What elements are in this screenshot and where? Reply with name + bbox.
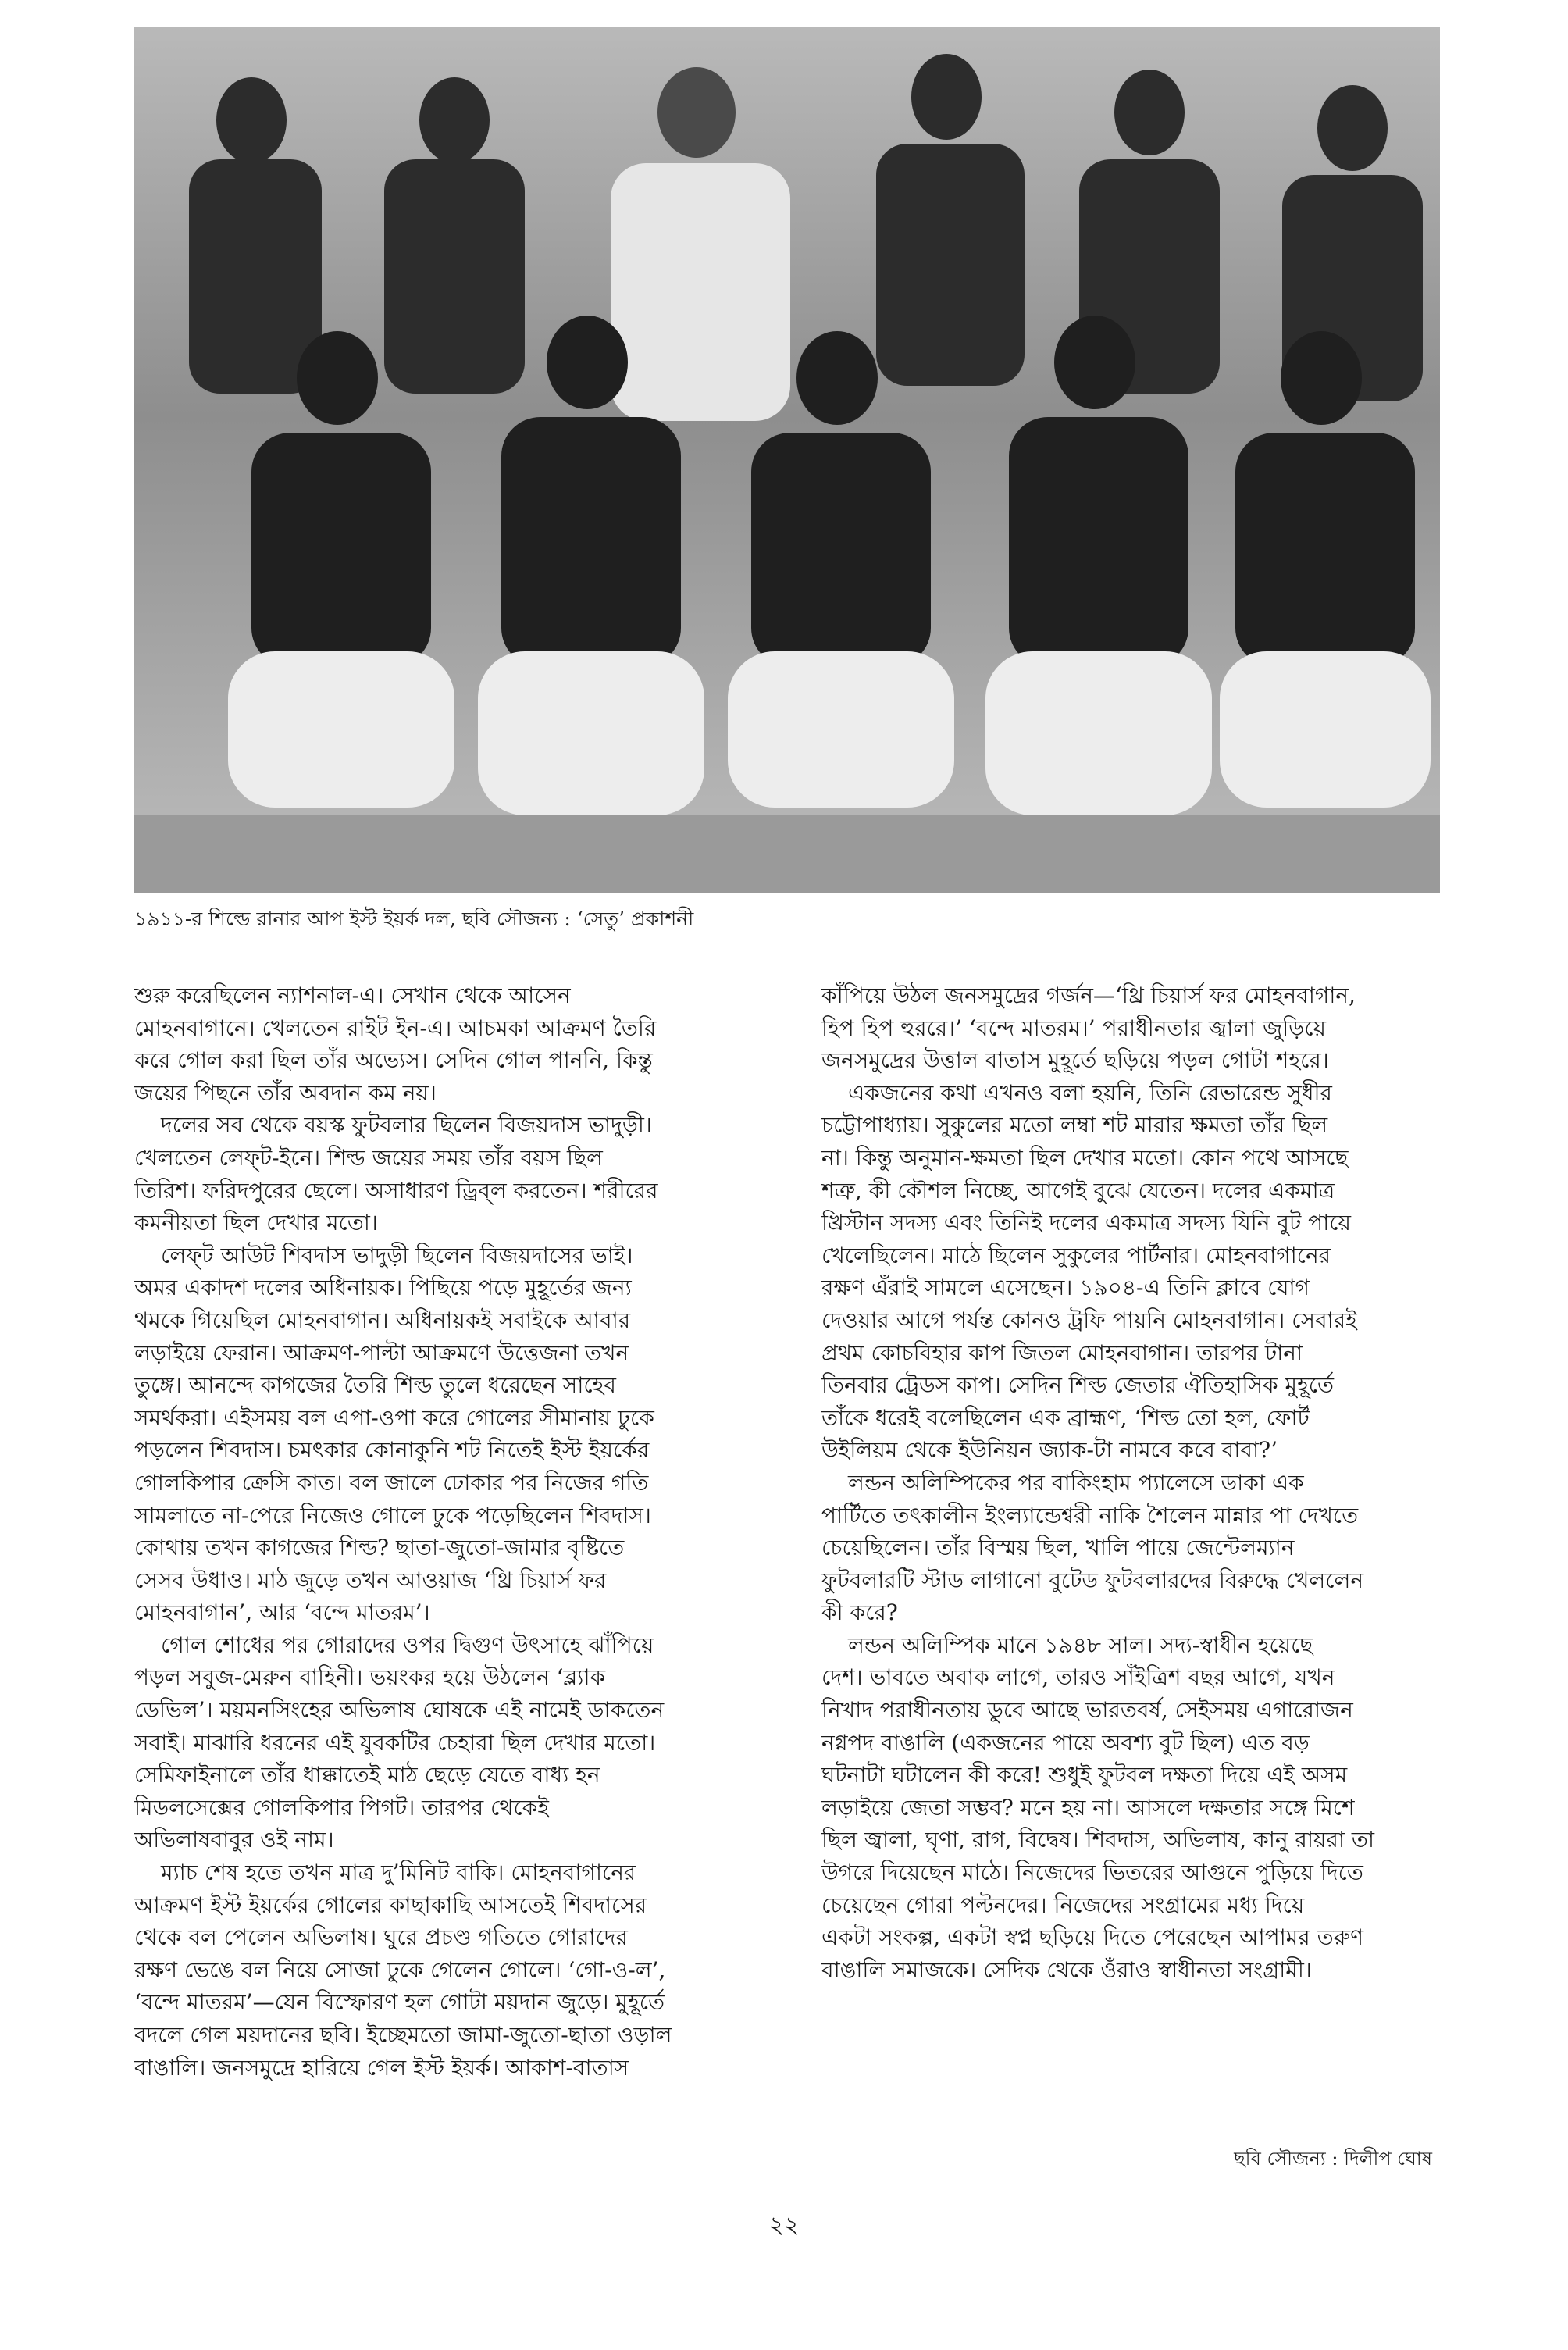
- text-line: গোল শোধের পর গোরাদের ওপর দ্বিগুণ উৎসাহে ঝাঁপিয়ে: [161, 1631, 654, 1658]
- text-line: উইলিয়ম থেকে ইউনিয়ন জ্যাক-টা নামবে কবে বাবা?’: [821, 1437, 1278, 1464]
- photo-credit: ছবি সৌজন্য : দিলীপ ঘোষ: [1234, 2148, 1432, 2170]
- text-line: কী করে?: [821, 1599, 898, 1626]
- text-line: সামলাতে না-পেরে নিজেও গোলে ঢুকে পড়েছিলেন শিবদাস।: [134, 1502, 651, 1528]
- text-line: হিপ হিপ হুররে।’ ‘বন্দে মাতরম।’ পরাধীনতার জ্বালা জুড়িয়ে: [821, 1015, 1326, 1041]
- text-line: লন্ডন অলিম্পিক মানে ১৯৪৮ সাল। সদ্য-স্বাধীন হয়েছে: [848, 1631, 1313, 1658]
- text-line: তুঙ্গে। আনন্দে কাগজের তৈরি শিল্ড তুলে ধরেছেন সাহেব: [134, 1372, 616, 1399]
- text-line: ফুটবলারটি স্টাড লাগানো বুটেড ফুটবলারদের বিরুদ্ধে খেললেন: [821, 1567, 1364, 1593]
- text-line: তাঁকে ধরেই বলেছিলেন এক ব্রাহ্মণ, ‘শিল্ড তো হল, ফোর্ট: [821, 1404, 1310, 1431]
- text-line: পার্টিতে তৎকালীন ইংল্যান্ডেশ্বরী নাকি শৈলেন মান্নার পা দেখতে: [821, 1502, 1359, 1528]
- text-line: ডেভিল’। ময়মনসিংহের অভিলাষ ঘোষকে এই নামেই ডাকতেন: [134, 1697, 665, 1724]
- text-line: উগরে দিয়েছেন মাঠে। নিজেদের ভিতরের আগুনে পুড়িয়ে দিতে: [821, 1860, 1363, 1886]
- text-line: মিডলসেক্সের গোলকিপার পিগট। তারপর থেকেই: [134, 1794, 549, 1820]
- text-line: ‘বন্দে মাতরম’—যেন বিস্ফোরণ হল গোটা ময়দান জুড়ে। মুহূর্তে: [134, 1989, 665, 2016]
- text-line: কমনীয়তা ছিল দেখার মতো।: [134, 1210, 378, 1236]
- text-line: কোথায় তখন কাগজের শিল্ড? ছাতা-জুতো-জামার বৃষ্টিতে: [134, 1535, 625, 1561]
- text-line: তিরিশ। ফরিদপুরের ছেলে। অসাধারণ ড্রিব্‌ল করতেন। শরীরের: [134, 1177, 658, 1204]
- text-line: লড়াইয়ে জেতা সম্ভব? মনে হয় না। আসলে দক্ষতার সঙ্গে মিশে: [821, 1794, 1355, 1820]
- text-line: সেমিফাইনালে তাঁর ধাক্কাতেই মাঠ ছেড়ে যেতে বাধ্য হন: [134, 1762, 600, 1788]
- text-line: প্রথম কোচবিহার কাপ জিতল মোহনবাগান। তারপর টানা: [821, 1339, 1303, 1366]
- text-line: মোহনবাগান’, আর ‘বন্দে মাতরম’।: [134, 1599, 430, 1626]
- left-column: [134, 979, 751, 2084]
- team-photo-icon: [134, 27, 1440, 893]
- text-line: জনসমুদ্রের উত্তাল বাতাস মুহূর্তে ছড়িয়ে পড়ল গোটা শহরে।: [821, 1047, 1329, 1074]
- text-line: পড়লেন শিবদাস। চমৎকার কোনাকুনি শট নিতেই ইস্ট ইয়র্কের: [134, 1437, 650, 1464]
- text-line: অমর একাদশ দলের অধিনায়ক। পিছিয়ে পড়ে মুহূর্তের জন্য: [134, 1275, 632, 1301]
- page-number: ২২: [768, 2212, 800, 2239]
- text-line: রক্ষণ এঁরাই সামলে এসেছেন। ১৯০৪-এ তিনি ক্লাবে যোগ: [821, 1275, 1310, 1301]
- text-line: সবাই। মাঝারি ধরনের এই যুবকটির চেহারা ছিল দেখার মতো।: [134, 1729, 656, 1756]
- text-line: লন্ডন অলিম্পিকের পর বাকিংহাম প্যালেসে ডাকা এক: [848, 1469, 1304, 1496]
- photo-caption: ১৯১১-র শিল্ডে রানার আপ ইস্ট ইয়র্ক দল, ছবি সৌজন্য : ‘সেতু’ প্রকাশনী: [134, 908, 694, 930]
- text-line: সমর্থকরা। এইসময় বল এপা-ওপা করে গোলের সীমানায় ঢুকে: [134, 1404, 654, 1431]
- text-line: কাঁপিয়ে উঠল জনসমুদ্রের গর্জন—‘থ্রি চিয়ার্স ফর মোহনবাগান,: [821, 982, 1356, 1008]
- team-photo: [134, 27, 1440, 893]
- text-line: নিখাদ পরাধীনতায় ডুবে আছে ভারতবর্ষ, সেইসময় এগারোজন: [821, 1697, 1353, 1724]
- text-line: শত্রু, কী কৌশল নিচ্ছে, আগেই বুঝে যেতেন। দলের একমাত্র: [821, 1177, 1335, 1204]
- text-line: রক্ষণ ভেঙে বল নিয়ে সোজা ঢুকে গেলেন গোলে। ‘গো-ও-ল’,: [134, 1956, 666, 1983]
- text-line: বাঙালি সমাজকে। সেদিক থেকে ওঁরাও স্বাধীনতা সংগ্রামী।: [821, 1956, 1312, 1983]
- text-line: থমকে গিয়েছিল মোহনবাগান। অধিনায়কই সবাইকে আবার: [134, 1307, 631, 1333]
- text-line: অভিলাষবাবুর ওই নাম।: [134, 1827, 334, 1853]
- text-line: পড়ল সবুজ-মেরুন বাহিনী। ভয়ংকর হয়ে উঠলেন ‘ব্ল্যাক: [134, 1664, 606, 1691]
- text-line: দেশ। ভাবতে অবাক লাগে, তারও সাঁইত্রিশ বছর আগে, যখন: [821, 1664, 1335, 1691]
- text-line: জয়ের পিছনে তাঁর অবদান কম নয়।: [134, 1079, 437, 1106]
- text-line: করে গোল করা ছিল তাঁর অভ্যেস। সেদিন গোল পাননি, কিন্তু: [134, 1047, 653, 1074]
- text-line: লেফ্‌ট আউট শিবদাস ভাদুড়ী ছিলেন বিজয়দাসের ভাই।: [161, 1242, 633, 1268]
- text-line: ম্যাচ শেষ হতে তখন মাত্র দু’মিনিট বাকি। মোহনবাগানের: [161, 1860, 636, 1886]
- text-line: চেয়েছেন গোরা পল্টনদের। নিজেদের সংগ্রামের মধ্য দিয়ে: [821, 1892, 1305, 1918]
- text-line: খেলতেন লেফ্‌ট-ইনে। শিল্ড জয়ের সময় তাঁর বয়স ছিল: [134, 1144, 603, 1171]
- text-line: লড়াইয়ে ফেরান। আক্রমণ-পাল্টা আক্রমণে উত্তেজনা তখন: [134, 1339, 629, 1366]
- text-line: না। কিন্তু অনুমান-ক্ষমতা ছিল দেখার মতো। কোন পথে আসছে: [821, 1144, 1349, 1171]
- right-column: [821, 979, 1438, 1986]
- text-line: চট্টোপাধ্যায়। সুকুলের মতো লম্বা শট মারার ক্ষমতা তাঁর ছিল: [821, 1112, 1328, 1139]
- text-line: চেয়েছিলেন। তাঁর বিস্ময় ছিল, খালি পায়ে জেন্টেলম্যান: [821, 1535, 1295, 1561]
- text-line: বদলে গেল ময়দানের ছবি। ইচ্ছেমতো জামা-জুতো-ছাতা ওড়াল: [134, 2022, 672, 2048]
- text-line: দলের সব থেকে বয়স্ক ফুটবলার ছিলেন বিজয়দাস ভাদুড়ী।: [161, 1112, 652, 1139]
- text-line: সেসব উধাও। মাঠ জুড়ে তখন আওয়াজ ‘থ্রি চিয়ার্স ফর: [134, 1567, 607, 1593]
- text-line: গোলকিপার ক্রেসি কাত। বল জালে ঢোকার পর নিজের গতি: [134, 1469, 649, 1496]
- text-line: নগ্নপদ বাঙালি (একজনের পায়ে অবশ্য বুট ছিল) এত বড়: [821, 1729, 1310, 1756]
- text-line: থেকে বল পেলেন অভিলাষ। ঘুরে প্রচণ্ড গতিতে গোরাদের: [134, 1924, 628, 1951]
- text-line: একজনের কথা এখনও বলা হয়নি, তিনি রেভারেন্ড সুধীর: [848, 1079, 1332, 1106]
- text-line: খেলেছিলেন। মাঠে ছিলেন সুকুলের পার্টনার। মোহনবাগানের: [821, 1242, 1331, 1268]
- text-line: শুরু করেছিলেন ন্যাশনাল-এ। সেখান থেকে আসেন: [134, 982, 571, 1008]
- text-line: ঘটনাটা ঘটালেন কী করে! শুধুই ফুটবল দক্ষতা দিয়ে এই অসম: [821, 1762, 1348, 1788]
- text-line: আক্রমণ ইস্ট ইয়র্কের গোলের কাছাকাছি আসতেই শিবদাসের: [134, 1892, 647, 1918]
- text-line: খ্রিস্টান সদস্য এবং তিনিই দলের একমাত্র সদস্য যিনি বুট পায়ে: [821, 1210, 1352, 1236]
- text-line: তিনবার ট্রেডস কাপ। সেদিন শিল্ড জেতার ঐতিহাসিক মুহূর্তে: [821, 1372, 1335, 1399]
- text-line: একটা সংকল্প, একটা স্বপ্ন ছড়িয়ে দিতে পেরেছেন আপামর তরুণ: [821, 1924, 1364, 1951]
- text-line: মোহনবাগানে। খেলতেন রাইট ইন-এ। আচমকা আক্রমণ তৈরি: [134, 1015, 657, 1041]
- text-line: দেওয়ার আগে পর্যন্ত কোনও ট্রফি পায়নি মোহনবাগান। সেবারই: [821, 1307, 1357, 1333]
- text-line: বাঙালি। জনসমুদ্রে হারিয়ে গেল ইস্ট ইয়র্ক। আকাশ-বাতাস: [134, 2054, 629, 2081]
- text-line: ছিল জ্বালা, ঘৃণা, রাগ, বিদ্বেষ। শিবদাস, অভিলাষ, কানু রায়রা তা: [821, 1827, 1375, 1853]
